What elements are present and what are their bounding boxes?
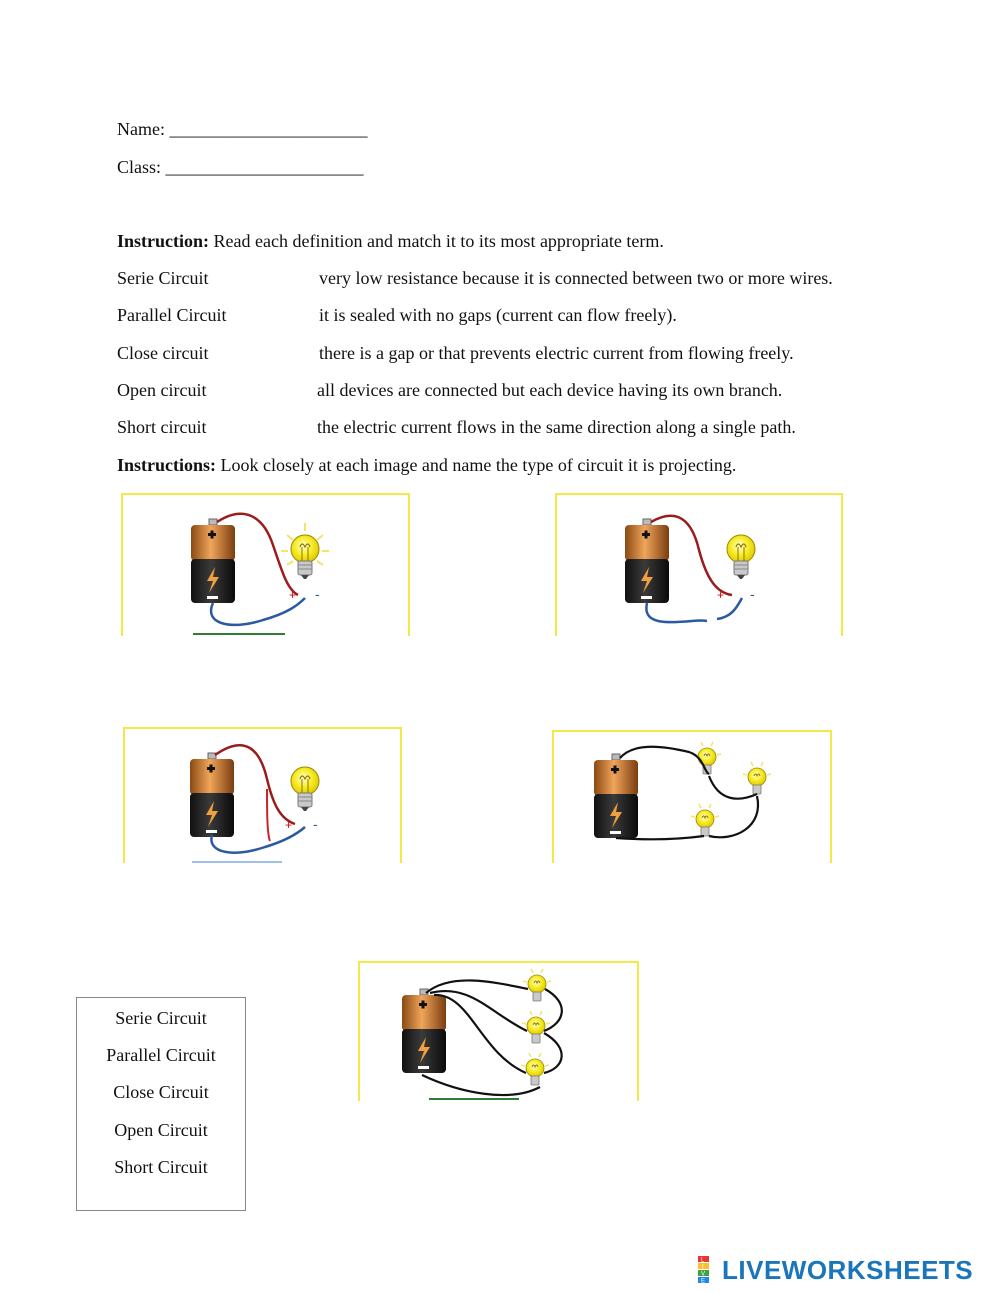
logo-letter: V (701, 1271, 706, 1278)
definition-2: it is sealed with no gaps (current can flow freely). (319, 305, 677, 325)
term-parallel-circuit: Parallel Circuit (117, 305, 227, 325)
term-serie-circuit: Serie Circuit (117, 268, 209, 288)
class-field-label: Class: ______________________ (117, 157, 364, 177)
word-bank-item: Parallel Circuit (106, 1045, 216, 1065)
definition-3: there is a gap or that prevents electric current from flowing freely. (319, 343, 794, 363)
black-wire (544, 989, 562, 1031)
black-wire (422, 1075, 540, 1095)
term-short-circuit: Short circuit (117, 417, 207, 437)
logo-letter: I (702, 1264, 704, 1271)
small-lightbulb-icon (743, 762, 771, 794)
word-bank-item: Open Circuit (114, 1120, 208, 1140)
black-wire (434, 995, 526, 1073)
small-lightbulb-icon (522, 1011, 550, 1043)
small-lightbulb-icon (523, 969, 551, 1001)
instruction-identify-bold: Instructions: (117, 455, 217, 475)
logo-letter: E (701, 1278, 706, 1284)
blue-wire-left (646, 603, 707, 622)
battery-icon (402, 989, 446, 1073)
black-wire (544, 1033, 562, 1073)
answer-line-5[interactable] (429, 1098, 519, 1100)
logo-mark-icon (698, 1256, 722, 1284)
word-bank-item: Short Circuit (114, 1157, 208, 1177)
battery-icon (190, 753, 234, 837)
definition-5: the electric current flows in the same direction along a single path. (317, 417, 796, 437)
definition-4: all devices are connected but each device having its own branch. (317, 380, 783, 400)
minus-sign: - (750, 586, 755, 602)
logo-text: LIVEWORKSHEETS (722, 1255, 974, 1285)
answer-line-1[interactable] (193, 633, 285, 635)
plus-sign: + (289, 588, 297, 602)
logo-letter: L (701, 1257, 705, 1264)
instruction-matching-text: Read each definition and match it to its most appropriate term. (209, 231, 664, 251)
lightbulb-icon (727, 535, 755, 579)
term-close-circuit: Close circuit (117, 343, 209, 363)
circuit-image-2 (555, 493, 843, 636)
instruction-matching (117, 230, 664, 252)
plus-sign: + (717, 588, 725, 602)
name-field-label: Name: ______________________ (117, 119, 368, 139)
circuit-3-drawing (125, 729, 404, 865)
answer-line-3[interactable] (192, 861, 282, 863)
term-open-circuit: Open circuit (117, 380, 207, 400)
instruction-matching-bold: Instruction: (117, 231, 210, 251)
instruction-identify-text: Look closely at each image and name the type of circuit it is projecting. (216, 455, 737, 475)
minus-sign: - (315, 586, 320, 602)
word-bank-box (76, 997, 246, 1211)
word-bank-item: Close Circuit (113, 1082, 209, 1102)
circuit-image-5 (358, 961, 639, 1101)
circuit-image-1 (121, 493, 410, 636)
short-wire (267, 789, 270, 841)
circuit-4-drawing (554, 732, 834, 865)
word-bank-item: Serie Circuit (115, 1008, 207, 1028)
small-lightbulb-icon (521, 1053, 549, 1085)
small-lightbulb-icon (691, 804, 719, 836)
circuit-image-4 (552, 730, 832, 863)
circuit-2-drawing (557, 495, 845, 638)
circuit-5-drawing (360, 963, 641, 1103)
liveworksheets-logo (698, 1255, 973, 1285)
lightbulb-icon (291, 767, 319, 811)
battery-icon (594, 754, 638, 838)
definition-1: very low resistance because it is connected between two or more wires. (319, 268, 833, 288)
circuit-1-drawing (123, 495, 412, 638)
instruction-identify (117, 454, 736, 476)
plus-sign: + (285, 818, 293, 832)
battery-icon (625, 519, 669, 603)
minus-sign: - (313, 816, 318, 832)
circuit-image-3 (123, 727, 402, 863)
lightbulb-icon (291, 535, 319, 579)
battery-icon (191, 519, 235, 603)
